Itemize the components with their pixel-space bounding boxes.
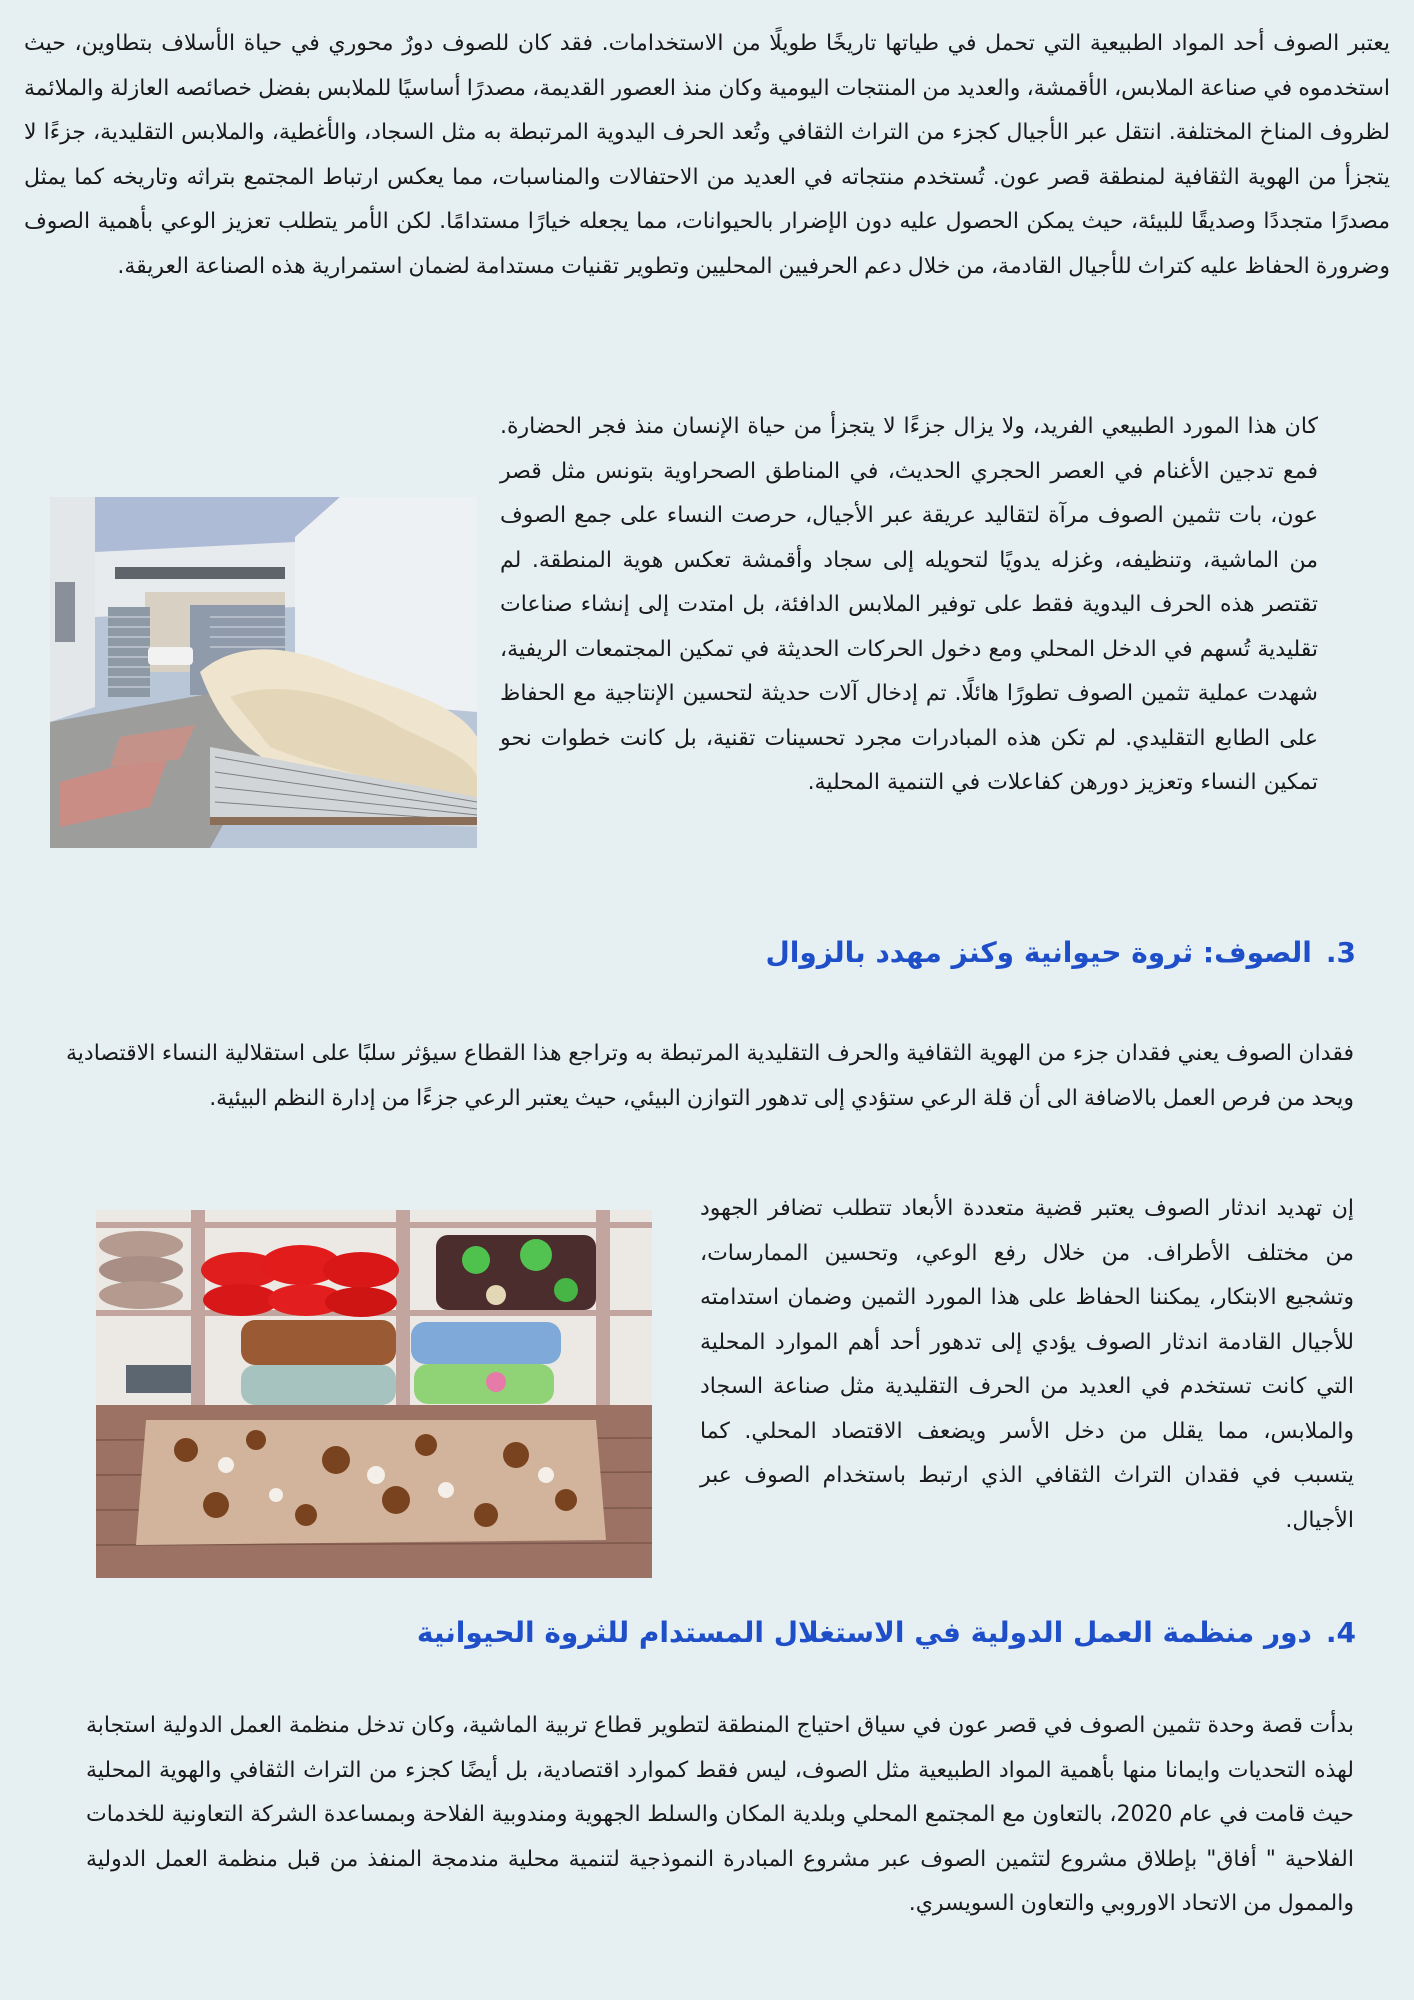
section-4-number: 4. xyxy=(1325,1616,1356,1649)
history-paragraph: كان هذا المورد الطبيعي الفريد، ولا يزال جزءًا لا يتجزأ من حياة الإنسان منذ فجر الحضارة. فمع تدجين الأغنام في العصر الحجري الحديث، في المناطق الصحراوية بتونس مثل قصر عون، بات تثمين الصوف مرآة لتقاليد عريقة عبر الأجيال، حرصت النساء على جمع الصوف من الماشية، وتنظيفه، وغزله يدويًا لتحويله إلى سجاد وأقمشة تعكس هوية المنطقة. لم تقتصر هذه الحرف اليدوية فقط على توفير الملابس الدافئة، بل امتدت إلى إنشاء صناعات تقليدية تُسهم في الدخل المحلي ومع دخول الحركات الحديثة في تمكين المجتمعات الريفية، شهدت عملية تثمين الصوف تطورًا هائلًا. تم إدخال آلات حديثة لتحسين الإنتاجية مع الحفاظ على الطابع التقليدي. لم تكن هذه المبادرات مجرد تحسينات تقنية، بل كانت خطوات نحو تمكين النساء وتعزيز دورهن كفاعلات في التنمية المحلية. xyxy=(500,414,1318,795)
section-3-heading xyxy=(700,928,1356,978)
loss-paragraph: فقدان الصوف يعني فقدان جزء من الهوية الثقافية والحرف التقليدية المرتبطة به وتراجع هذا القطاع سيؤثر سلبًا على استقلالية النساء الاقتصادية ويحد من فرص العمل بالاضافة الى أن قلة الرعي ستؤدي إلى تدهور التوازن البيئي، حيث يعتبر الرعي جزءًا من إدارة النظم البيئية. xyxy=(66,1041,1354,1111)
section-3-title: الصوف: ثروة حيوانية وكنز مهدد بالزوال xyxy=(765,936,1312,969)
intro-paragraph: يعتبر الصوف أحد المواد الطبيعية التي تحمل في طياتها تاريخًا طويلًا من الاستخدامات. فقد كان للصوف دورٌ محوري في حياة الأسلاف بتطاوين، حيث استخدموه في صناعة الملابس، الأقمشة، والعديد من المنتجات اليومية وكان منذ العصور القديمة، مصدرًا أساسيًا للملابس بفضل خصائصه العازلة والملائمة لظروف المناخ المختلفة. انتقل عبر الأجيال كجزء من التراث الثقافي وتُعد الحرف اليدوية المرتبطة به مثل السجاد، والأغطية، والملابس التقليدية، جزءًا لا يتجزأ من الهوية الثقافية لمنطقة قصر عون. تُستخدم منتجاته في العديد من الاحتفالات والمناسبات، مما يعكس ارتباط المجتمع بتراثه وتاريخه كما يمثل مصدرًا متجددًا وصديقًا للبيئة، حيث يمكن الحصول عليه دون الإضرار بالحيوانات، مما يجعله خيارًا مستدامًا. لكن الأمر يتطلب تعزيز الوعي بأهمية الصوف وضرورة الحفاظ عليه كتراث للأجيال القادمة، من خلال دعم الحرفيين المحليين وتطوير تقنيات مستدامة لضمان استمرارية هذه الصناعة العريقة. xyxy=(24,31,1390,279)
section-4-heading xyxy=(300,1608,1356,1658)
ilo-paragraph: بدأت قصة وحدة تثمين الصوف في قصر عون في سياق احتياج المنطقة لتطوير قطاع تربية الماشية، وكان تدخل منظمة العمل الدولية استجابة لهذه التحديات وايمانا منها بأهمية المواد الطبيعية مثل الصوف، ليس فقط كموارد اقتصادية، بل أيضًا كجزء من التراث الثقافي والهوية المحلية حيث قامت في عام 2020، بالتعاون مع المجتمع المحلي وبلدية المكان والسلط الجهوية ومندوبية الفلاحة وبمساعدة الشركة التعاونية للخدمات الفلاحية " أفاق" بإطلاق مشروع لتثمين الصوف عبر مشروع المبادرة النموذجية لتنمية محلية مندمجة المنفذ من قبل منظمة العمل الدولية والممول من الاتحاد الاوروبي والتعاون السويسري. xyxy=(86,1713,1354,1916)
wool-drying-photo xyxy=(50,497,477,848)
threat-paragraph: إن تهديد اندثار الصوف يعتبر قضية متعددة الأبعاد تتطلب تضافر الجهود من مختلف الأطراف. من خلال رفع الوعي، وتحسين الممارسات، وتشجيع الابتكار، يمكننا الحفاظ على هذا المورد الثمين وضمان استدامته للأجيال القادمة اندثار الصوف يؤدي إلى تدهور أحد أهم الموارد المحلية التي كانت تستخدم في العديد من الحرف التقليدية مثل صناعة السجاد والملابس، مما يقلل من دخل الأسر ويضعف الاقتصاد المحلي. كما يتسبب في فقدان التراث الثقافي الذي ارتبط باستخدام الصوف عبر الأجيال. xyxy=(700,1196,1354,1533)
wool-bedding-photo xyxy=(96,1210,652,1578)
section-3-number: 3. xyxy=(1325,936,1356,969)
section-4-title: دور منظمة العمل الدولية في الاستغلال المستدام للثروة الحيوانية xyxy=(416,1616,1312,1649)
